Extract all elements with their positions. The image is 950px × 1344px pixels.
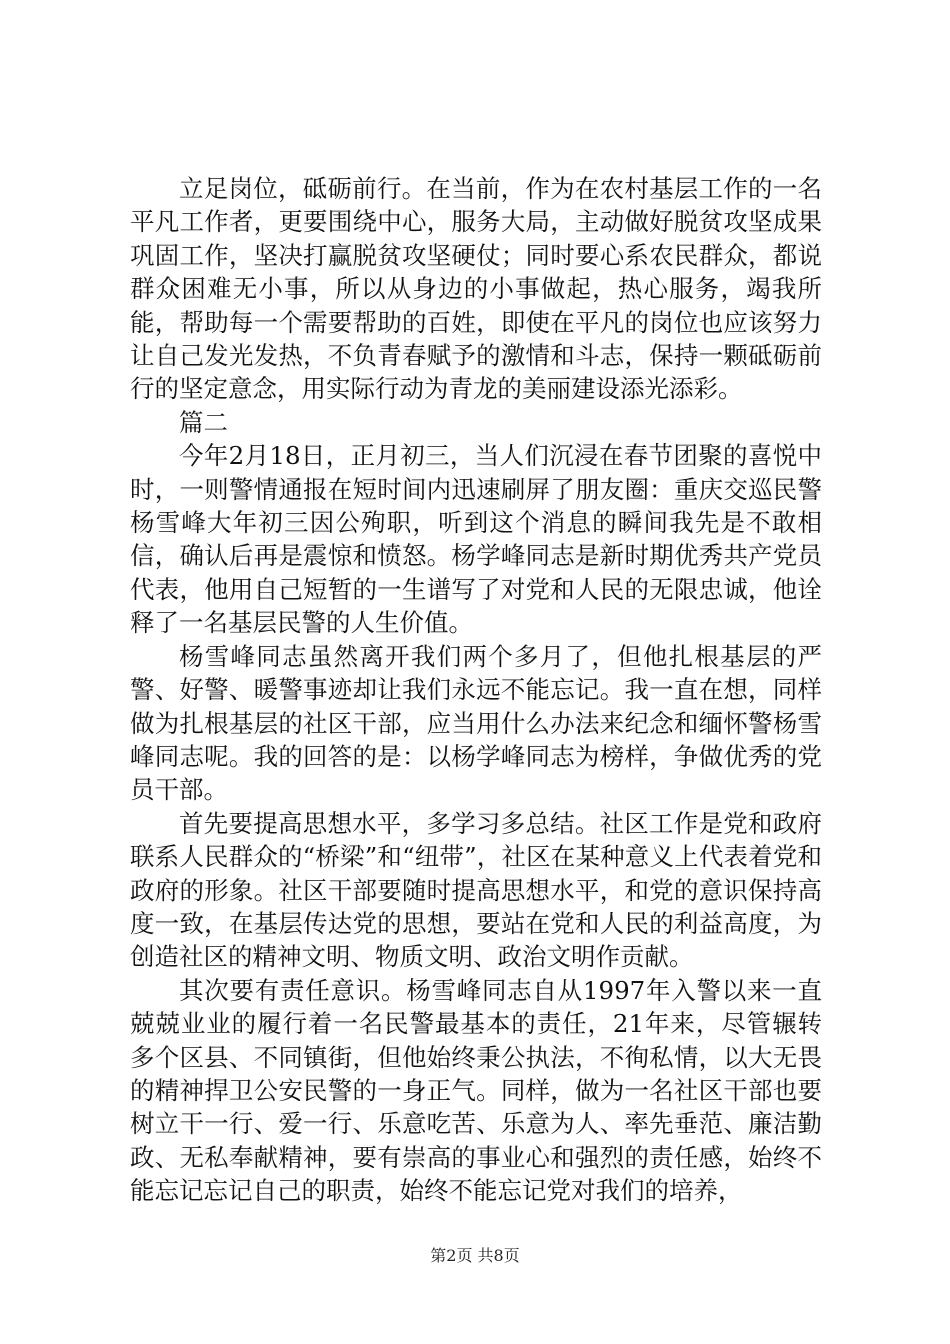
paragraph-2: 今年2月18日，正月初三，当人们沉浸在春节团聚的喜悦中时，一则警情通报在短时间内迅速刷屏了朋友圈：重庆交巡民警杨雪峰大年初三因公殉职，听到这个消息的瞬间我先是不敢相信，确认后再是震惊和愤怒。杨学峰同志是新时期优秀共产党员代表，他用自己短暂的一生谱写了对党和人民的无限忠诚，他诠释了一名基层民警的人生价值。 bbox=[130, 441, 822, 638]
page-number-footer: 第2页 共8页 bbox=[430, 1246, 520, 1265]
document-body bbox=[130, 172, 822, 1208]
paragraph-3: 杨雪峰同志虽然离开我们两个多月了，但他扎根基层的严警、好警、暖警事迹却让我们永远不能忘记。我一直在想，同样做为扎根基层的社区干部，应当用什么办法来纪念和缅怀警杨雪峰同志呢。我的回答的是：以杨学峰同志为榜样，争做优秀的党员干部。 bbox=[130, 641, 822, 805]
paragraph-5: 其次要有责任意识。杨雪峰同志自从1997年入警以来一直兢兢业业的履行着一名民警最基本的责任，21年来，尽管辗转多个区县、不同镇街，但他始终秉公执法，不徇私情，以大无畏的精神捍卫公安民警的一身正气。同样，做为一名社区干部也要树立干一行、爱一行、乐意吃苦、乐意为人、率先垂范、廉洁勤政、无私奉献精神，要有崇高的事业心和强烈的责任感，始终不能忘记忘记自己的职责，始终不能忘记党对我们的培养， bbox=[130, 975, 822, 1206]
paragraph-4: 首先要提高思想水平，多学习多总结。社区工作是党和政府联系人民群众的“桥梁”和“纽带”，社区在某种意义上代表着党和政府的形象。社区干部要随时提高思想水平，和党的意识保持高度一致，在基层传达党的思想，要站在党和人民的利益高度，为创造社区的精神文明、物质文明、政治文明作贡献。 bbox=[130, 808, 822, 972]
paragraph-1: 立足岗位，砥砺前行。在当前，作为在农村基层工作的一名平凡工作者，更要围绕中心，服务大局，主动做好脱贫攻坚成果巩固工作，坚决打赢脱贫攻坚硬仗；同时要心系农民群众，都说群众困难无小事，所以从身边的小事做起，热心服务，竭我所能，帮助每一个需要帮助的百姓，即使在平凡的岗位也应该努力让自己发光发热，不负青春赋予的激情和斗志，保持一颗砥砺前行的坚定意念，用实际行动为青龙的美丽建设添光添彩。 bbox=[130, 174, 822, 404]
section-heading: 篇二 bbox=[179, 407, 228, 437]
